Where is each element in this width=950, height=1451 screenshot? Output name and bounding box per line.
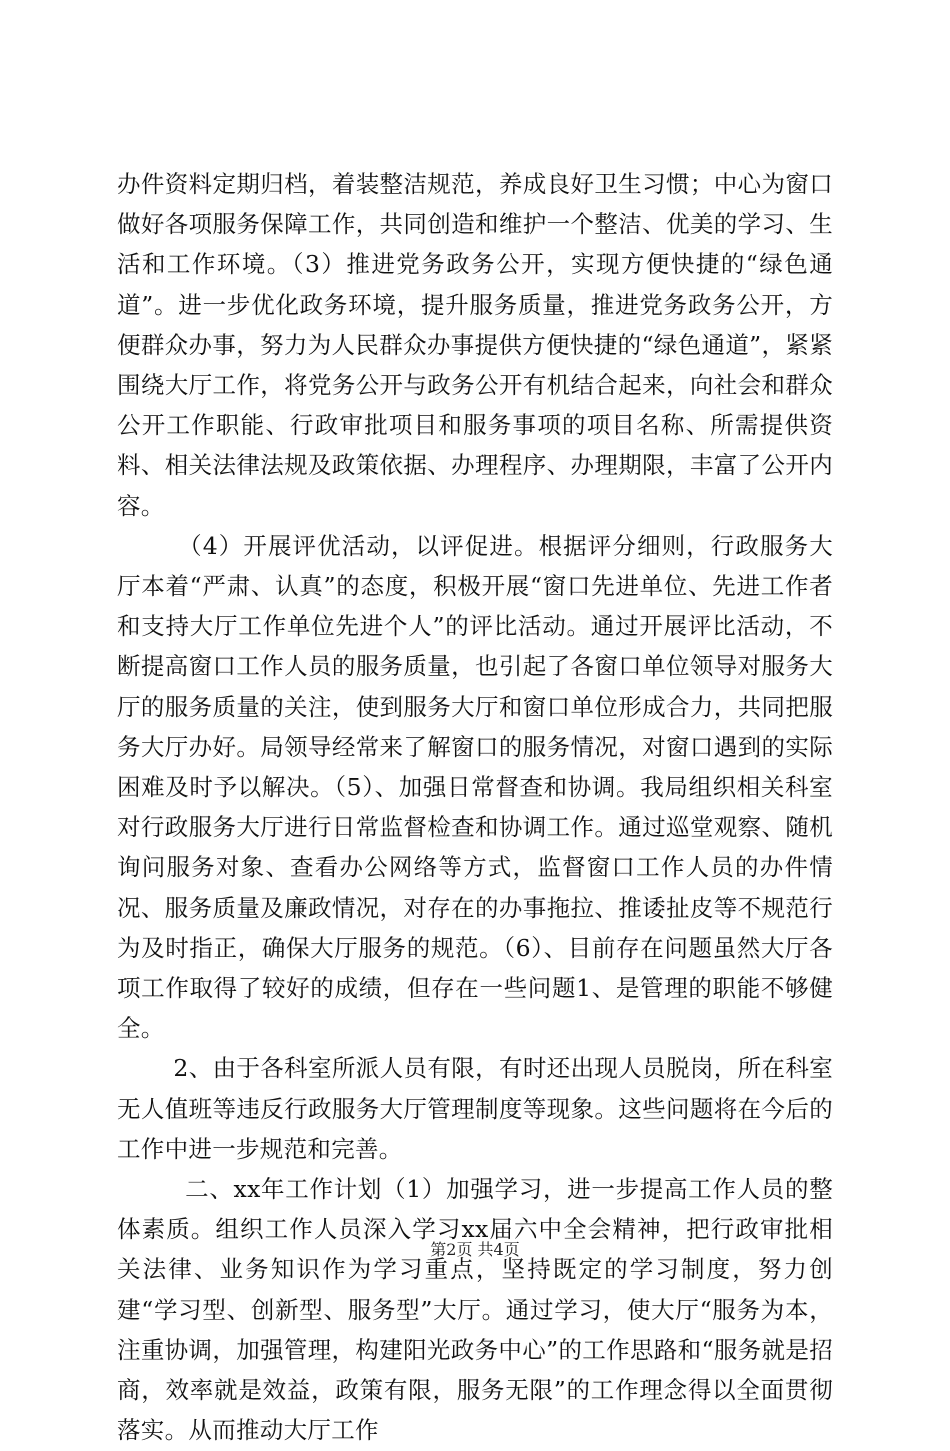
page-footer: 第2页 共4页 — [430, 1240, 520, 1259]
paragraph-1: 办件资料定期归档，着装整洁规范，养成良好卫生习惯；中心为窗口做好各项服务保障工作，共同创造和维护一个整洁、优美的学习、生活和工作环境。（3）推进党务政务公开，实现方便快捷的“绿色通道”。进一步优化政务环境，提升服务质量，推进党务政务公开，方便群众办事，努力为人民群众办事提供方便快捷的“绿色通道”，紧紧围绕大厅工作，将党务公开与政务公开有机结合起来，向社会和群众公开工作职能、行政审批项目和服务事项的项目名称、所需提供资料、相关法律法规及政策依据、办理程序、办理期限，丰富了公开内容。 — [117, 170, 833, 520]
paragraph-3: 2、由于各科室所派人员有限，有时还出现人员脱岗，所在科室无人值班等违反行政服务大厅管理制度等现象。这些问题将在今后的工作中进一步规范和完善。 — [117, 1054, 833, 1163]
paragraph-4: 二、xx年工作计划（1）加强学习，进一步提高工作人员的整体素质。组织工作人员深入学习xx届六中全会精神，把行政审批相关法律、业务知识作为学习重点，坚持既定的学习制度，努力创建“学习型、创新型、服务型”大厅。通过学习，使大厅“服务为本，注重协调，加强管理，构建阳光政务中心”的工作思路和“服务就是招商，效率就是效益，政策有限，服务无限”的工作理念得以全面贯彻落实。从而推动大厅工作 — [117, 1175, 833, 1445]
paragraph-2: （4）开展评优活动，以评促进。根据评分细则，行政服务大厅本着“严肃、认真”的态度，积极开展“窗口先进单位、先进工作者和支持大厅工作单位先进个人”的评比活动。通过开展评比活动，不断提高窗口工作人员的服务质量，也引起了各窗口单位领导对服务大厅的服务质量的关注，使到服务大厅和窗口单位形成合力，共同把服务大厅办好。局领导经常来了解窗口的服务情况，对窗口遇到的实际困难及时予以解决。（5）、加强日常督查和协调。我局组织相关科室对行政服务大厅进行日常监督检查和协调工作。通过巡堂观察、随机询问服务对象、查看办公网络等方式，监督窗口工作人员的办件情况、服务质量及廉政情况，对存在的办事拖拉、推诿扯皮等不规范行为及时指正，确保大厅服务的规范。（6）、目前存在问题虽然大厅各项工作取得了较好的成绩，但存在一些问题1、是管理的职能不够健全。 — [117, 531, 833, 1043]
